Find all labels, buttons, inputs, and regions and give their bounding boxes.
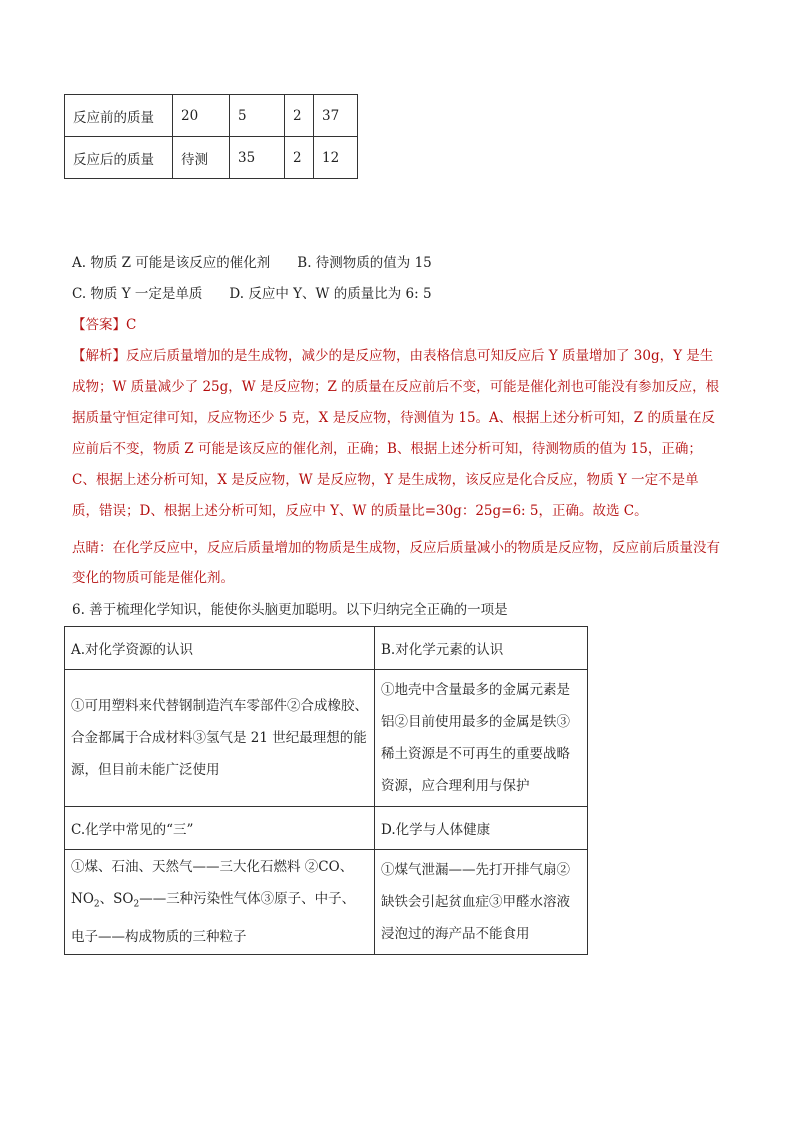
- option-b-body: ①地壳中含量最多的金属元素是铝②目前使用最多的金属是铁③稀土资源是不可再生的重要战略资源，应合理利用与保护: [375, 670, 588, 807]
- options-line-1: A. 物质 Z 可能是该反应的催化剂 B. 待测物质的值为 15: [72, 255, 432, 271]
- answer-tag: 【答案】: [72, 317, 126, 333]
- table-row: [65, 627, 588, 670]
- analysis-tag: 【解析】: [72, 348, 126, 364]
- option-c-body-part: ——三种污染性气体③原子、中子、: [139, 891, 356, 908]
- table-cell: 20: [173, 95, 230, 137]
- option-c-title: C.化学中常见的“三”: [65, 807, 375, 850]
- option-b-title: B.对化学元素的认识: [375, 627, 588, 670]
- row-label: 反应前的质量: [65, 95, 173, 137]
- option-a-title: A.对化学资源的认识: [65, 627, 375, 670]
- answer: [72, 316, 136, 334]
- table-row: [65, 670, 588, 807]
- mass-table: [64, 94, 358, 179]
- option-a-body: ①可用塑料来代替钢制造汽车零部件②合成橡胶、合金都属于合成材料③氢气是 21 世纪最理想的能源，但目前未能广泛使用: [65, 670, 375, 807]
- table-row: [65, 850, 588, 955]
- table-cell: 2: [285, 137, 314, 179]
- table-cell: 5: [230, 95, 285, 137]
- table-row: [65, 95, 358, 137]
- analysis-text: 反应后质量增加的是生成物，减少的是反应物，由表格信息可知反应后 Y 质量增加了 30g，Y 是生成物；W 质量减少了 25g，W 是反应物；Z 的质量在反应前后不变，可能是催化剂也可能没有参加反应，根据质量守恒定律可知，反应物还少 5 克，X 是反应物，待测值为 15。A、根据上述分析可知，Z 的质量在反应前后不变，物质 Z 可能是该反应的催化剂，正确；B、根据上述分析可知，待测物质的值为 15，正确；C、根据上述分析可知，X 是反应物，W 是反应物，Y 是生成物，该反应是化合反应，物质 Y 一定不是单质，错误；D、根据上述分析可知，反应中 Y、W 的质量比=30g：25g=6: 5，正确。故选 C。: [72, 348, 720, 519]
- analysis: [72, 341, 724, 527]
- question-6-stem: 6. 善于梳理化学知识，能使你头脑更加聪明。以下归纳完全正确的一项是: [72, 602, 508, 618]
- table-cell: 待测: [173, 137, 230, 179]
- options-line-2: C. 物质 Y 一定是单质 D. 反应中 Y、W 的质量比为 6: 5: [72, 286, 432, 302]
- answer-value: C: [126, 317, 137, 333]
- subscript: 2: [93, 899, 100, 910]
- table-cell: 37: [314, 95, 358, 137]
- option-c-body: [65, 850, 375, 955]
- option-c-body-part: 电子——构成物质的三种粒子: [71, 928, 247, 945]
- table-cell: 35: [230, 137, 285, 179]
- tip: 点睛：在化学反应中，反应后质量增加的物质是生成物，反应后质量减小的物质是反应物，反应前后质量没有变化的物质可能是催化剂。: [72, 540, 720, 586]
- option-c-body-part: 、SO: [99, 891, 134, 908]
- option-d-title: D.化学与人体健康: [375, 807, 588, 850]
- question-6-options-table: [64, 626, 588, 955]
- subscript: 2: [133, 899, 140, 910]
- option-c-body-part: NO: [71, 891, 94, 908]
- table-cell: 12: [314, 137, 358, 179]
- table-cell: 2: [285, 95, 314, 137]
- option-d-body: ①煤气泄漏——先打开排气扇②缺铁会引起贫血症③甲醛水溶液浸泡过的海产品不能食用: [375, 850, 588, 955]
- table-row: [65, 137, 358, 179]
- row-label: 反应后的质量: [65, 137, 173, 179]
- table-row: [65, 807, 588, 850]
- option-c-body-part: ①煤、石油、天然气——三大化石燃料 ②CO、: [71, 859, 354, 876]
